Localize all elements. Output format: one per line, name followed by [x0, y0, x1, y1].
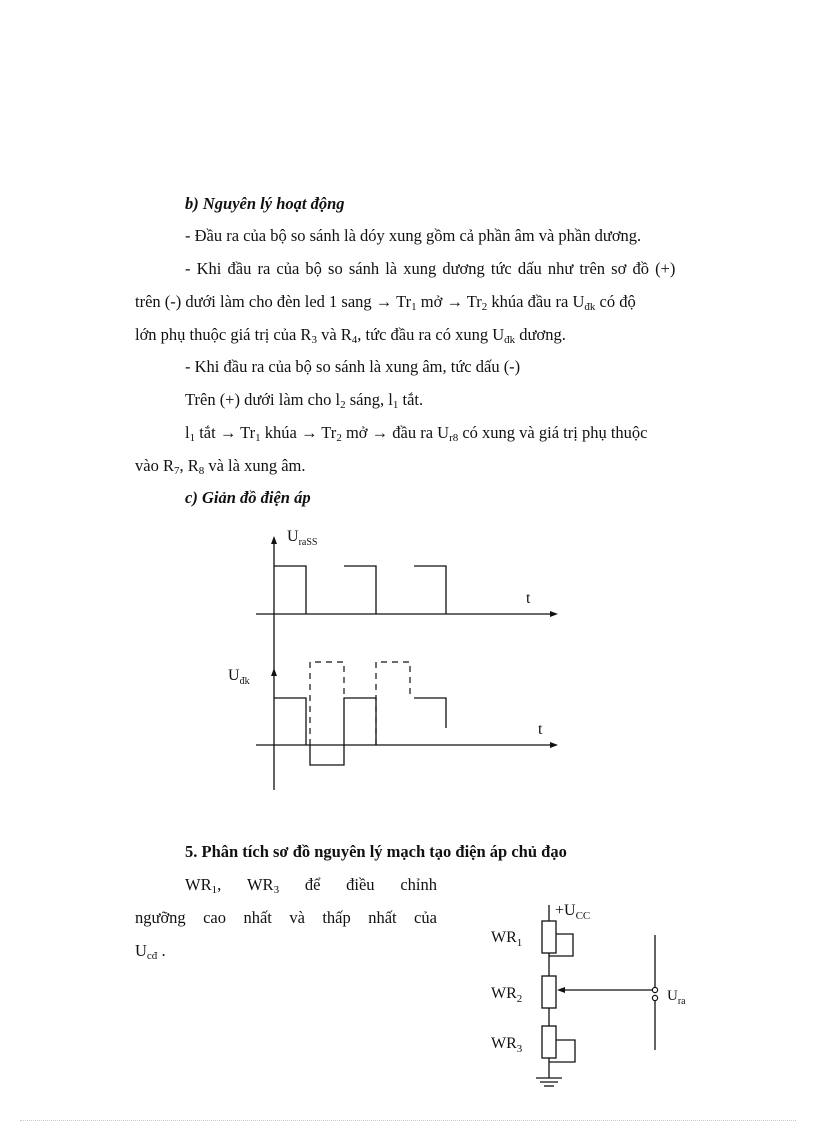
page-bottom-divider [20, 1120, 796, 1121]
paragraph-3: - Khi đầu ra của bộ so sánh là xung âm, tức dấu (-) [185, 357, 521, 376]
paragraph-4: Trên (+) dưới làm cho $l_2$ sáng, $l_1$ tắt. [185, 390, 424, 411]
wr2-wiper-arrow-icon [557, 987, 565, 993]
paragraph-2-line-2 [135, 292, 740, 312]
uraSS-pulse-3 [414, 566, 446, 614]
section-5-line-1: $WR_1$, $WR_3$ để điều chỉnh [185, 875, 437, 896]
ura-label: $U_{ra}$ [667, 988, 686, 1007]
section-c-heading: c) Giản đồ điện áp [185, 488, 311, 507]
uraSS-label: $U_{raSS}$ [287, 528, 318, 548]
section-b-heading: b) Nguyên lý hoạt động [185, 194, 345, 213]
wr2-resistor [542, 976, 556, 1008]
udk-label: $U_{đk}$ [228, 667, 250, 687]
paragraph-2-line-1: - Khi đầu ra của bộ so sánh là xung dương tức dấu như trên sơ đồ (+) [185, 259, 676, 278]
udk-waveform-tail [414, 698, 446, 728]
paragraph-6: vào $R_7$, $R_8$ và là xung âm. [135, 456, 306, 477]
bottom-axis-arrow-icon [550, 742, 558, 748]
section-5-line-2: ngưỡng cao nhất và thấp nhất của [135, 908, 437, 927]
udk-waveform-negative [310, 698, 376, 765]
t-label-top: t [526, 590, 531, 607]
vertical-axis-arrow-icon [271, 536, 277, 544]
top-axis-arrow-icon [550, 611, 558, 617]
section-5-line-3: $U_{cđ}$ . [135, 941, 166, 962]
uraSS-waveform [274, 566, 306, 614]
output-terminal-2 [652, 995, 657, 1000]
wr1-resistor [542, 921, 556, 953]
potentiometer-circuit-diagram [480, 895, 710, 1095]
wr1-label: $WR_1$ [491, 929, 523, 949]
paragraph-2-line-3: lớn phụ thuộc giá trị của $R_3$ và $R_4$, tức đầu ra có xung $U_{đk}$ dương. [135, 325, 566, 346]
p2-line2-text: trên (-) dưới làm cho đèn led 1 sang → $Tr_1$ mở → $Tr_2$ khúa đầu ra $U_{đk}$ có độ [135, 292, 636, 313]
output-terminal-1 [652, 987, 657, 992]
t-label-bottom: t [538, 721, 543, 738]
udk-axis-tick-arrow-icon [271, 668, 277, 676]
paragraph-5: $l_1$ tắt → $Tr_1$ khúa → $Tr_2$ mở → đầu ra $U_{r8}$ có xung và giá trị phụ thuộc [185, 423, 648, 444]
udk-dashed-pulse-1 [310, 662, 344, 745]
wr2-label: $WR_2$ [491, 985, 523, 1005]
uraSS-pulse-2 [344, 566, 376, 614]
udk-waveform-positive [274, 698, 306, 745]
wr3-label: $WR_3$ [491, 1035, 523, 1055]
paragraph-1: - Đầu ra của bộ so sánh là dóy xung gồm cả phần âm và phần dương. [185, 226, 642, 245]
udk-dashed-pulse-2 [376, 662, 410, 745]
section-5-heading: 5. Phân tích sơ đồ nguyên lý mạch tạo điện áp chủ đạo [185, 842, 567, 861]
voltage-timing-diagram [220, 520, 570, 800]
wr3-resistor [542, 1026, 556, 1058]
ucc-label: $+U_{CC}$ [555, 902, 591, 922]
